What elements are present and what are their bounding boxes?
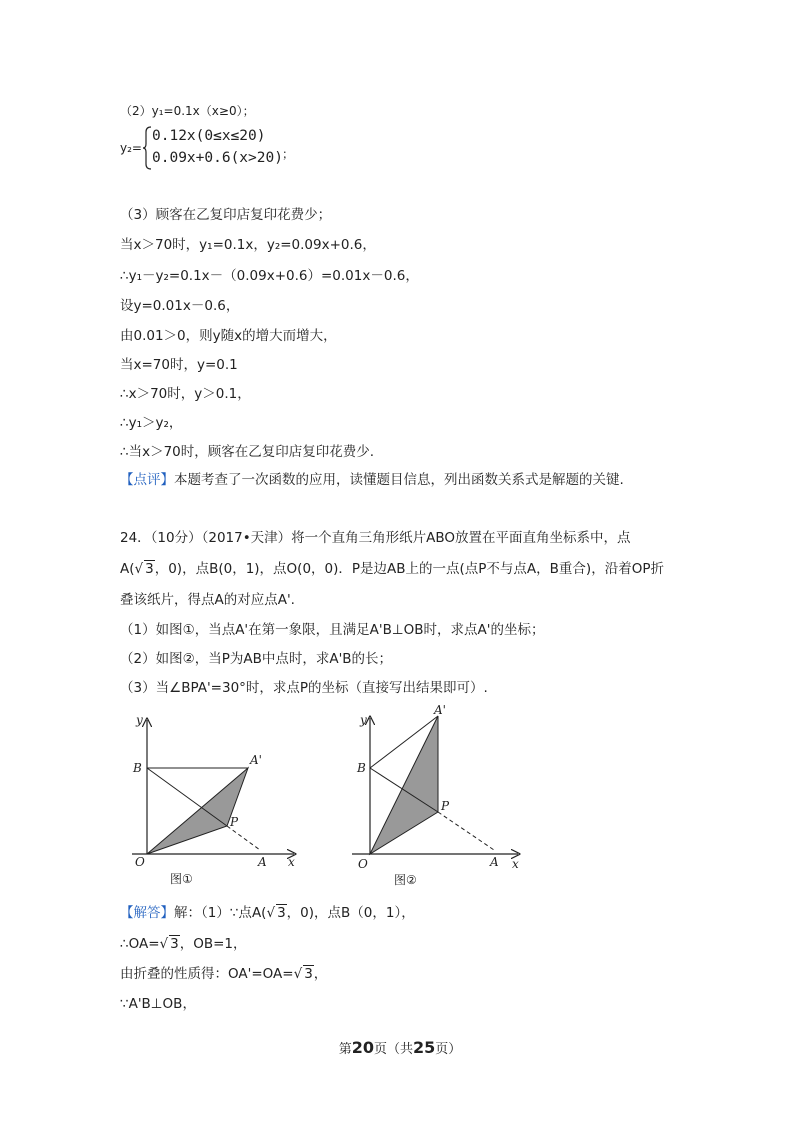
fig1-y-label: y (136, 713, 143, 727)
sqrt-icon: √ (159, 936, 169, 952)
part3-line-5: 由0.01＞0，则y随x的增大而增大， (120, 328, 337, 344)
y2-case-1: 0.12x(0≤x≤20) (152, 128, 266, 144)
solution-line-1 (120, 903, 415, 923)
sqrt3-value: 3 (304, 966, 313, 982)
footer-middle: 页（共 (373, 1042, 413, 1057)
solution-line-1-a: 解：（1）∵点 (174, 905, 252, 921)
q24-sub-1: （1）如图①，当点A'在第一象限，且满足A'B⊥OB时，求点A'的坐标； (120, 622, 545, 638)
footer-prefix: 第 (338, 1042, 352, 1057)
q24-sqrt3: 3 (145, 561, 154, 577)
solution-line-3-b: ， (313, 966, 328, 982)
page-number: 20 (351, 1038, 374, 1057)
q24-line-2 (120, 559, 664, 579)
sqrt-icon: √ (266, 905, 276, 921)
fig2-p-label: P (441, 799, 450, 813)
y2-tail: ； (282, 147, 295, 161)
fig2-x-label: x (512, 857, 519, 871)
fig1-x-label: x (288, 855, 295, 869)
part2-y1: （2）y₁=0.1x（x≥0）； (120, 104, 255, 118)
q24-point-a-suffix: ，0) (154, 561, 183, 577)
sqrt3-value: 3 (170, 936, 179, 952)
part3-line-1: （3）顾客在乙复印店复印花费少； (120, 207, 332, 223)
figure-1 (122, 708, 312, 890)
part3-line-9: ∴当x＞70时，顾客在乙复印店复印花费少. (120, 444, 375, 460)
part3-line-8: ∴y₁＞y₂， (120, 415, 183, 431)
dashed-pa (227, 826, 260, 850)
q24-sub-2: （2）如图②，当P为AB中点时，求A'B的长； (120, 651, 393, 667)
q24-line-1: 24．（10分）（2017•天津）将一个直角三角形纸片ABO放置在平面直角坐标系中，点 (120, 530, 631, 546)
piecewise-brace (142, 126, 152, 170)
solution-line-4: ∵A'B⊥OB， (120, 996, 196, 1012)
solution-line-3-a: 由折叠的性质得：OA'=OA= (120, 966, 294, 982)
fig2-a1-label: A' (434, 703, 446, 717)
part3-line-2: 当x＞70时，y₁=0.1x，y₂=0.09x+0.6， (120, 237, 376, 253)
solution-line-1-c: ，0) (286, 905, 315, 921)
fig1-caption: 图① (170, 872, 193, 886)
part3-line-4: 设y=0.01x－0.6， (120, 298, 240, 314)
solution-line-1-b: A( (251, 905, 267, 921)
figure-2 (342, 700, 532, 890)
y2-case-2: 0.09x+0.6(x>20) (152, 150, 283, 166)
sqrt3-value: 3 (277, 905, 286, 921)
fig1-a-label: A (258, 855, 267, 869)
y2-label: y₂= (120, 141, 142, 155)
footer-suffix: 页） (435, 1042, 462, 1057)
q24-line-3: 叠该纸片，得点A的对应点A'. (120, 592, 295, 608)
page-total: 25 (413, 1038, 436, 1057)
q24-sub-3: （3）当∠BPA'=30°时，求点P的坐标（直接写出结果即可）. (120, 680, 488, 696)
comment-line (120, 470, 624, 490)
fig2-b-label: B (357, 761, 366, 775)
fig1-b-label: B (133, 761, 142, 775)
solution-line-2 (120, 934, 247, 954)
solution-line-1-d: ，点B（0，1）， (314, 905, 415, 921)
part3-line-7: ∴x＞70时，y＞0.1， (120, 386, 251, 402)
solution-line-2-b: ，OB=1， (179, 936, 247, 952)
comment-tag: 【点评】 (120, 472, 174, 488)
q24-line-2-rest: ，点B(0，1)，点O(0，0)．P是边AB上的一点(点P不与点A，B重合)，沿着OP折 (182, 561, 664, 577)
sqrt-icon: √ (134, 561, 144, 577)
q24-point-a-prefix: A( (120, 561, 135, 577)
fig2-a-label: A (490, 855, 499, 869)
fig2-o-label: O (358, 857, 368, 871)
solution-line-3 (120, 964, 327, 984)
fig2-caption: 图② (394, 873, 417, 887)
part3-line-3: ∴y₁－y₂=0.1x－（0.09x+0.6）=0.01x－0.6， (120, 268, 419, 284)
dashed-pa (438, 812, 494, 850)
shaded-triangle (370, 716, 438, 854)
shaded-triangle (147, 768, 248, 854)
fig2-y-label: y (360, 713, 367, 727)
solution-line-2-a: ∴OA= (120, 936, 160, 952)
part3-line-6: 当x=70时，y=0.1 (120, 357, 238, 373)
solution-tag: 【解答】 (120, 905, 174, 921)
comment-text: 本题考查了一次函数的应用，读懂题目信息，列出函数关系式是解题的关键. (174, 472, 624, 488)
fig1-o-label: O (135, 855, 145, 869)
sqrt-icon: √ (293, 966, 303, 982)
page-footer (0, 1038, 800, 1057)
fig1-a1-label: A' (250, 753, 262, 767)
fig1-p-label: P (230, 815, 239, 829)
